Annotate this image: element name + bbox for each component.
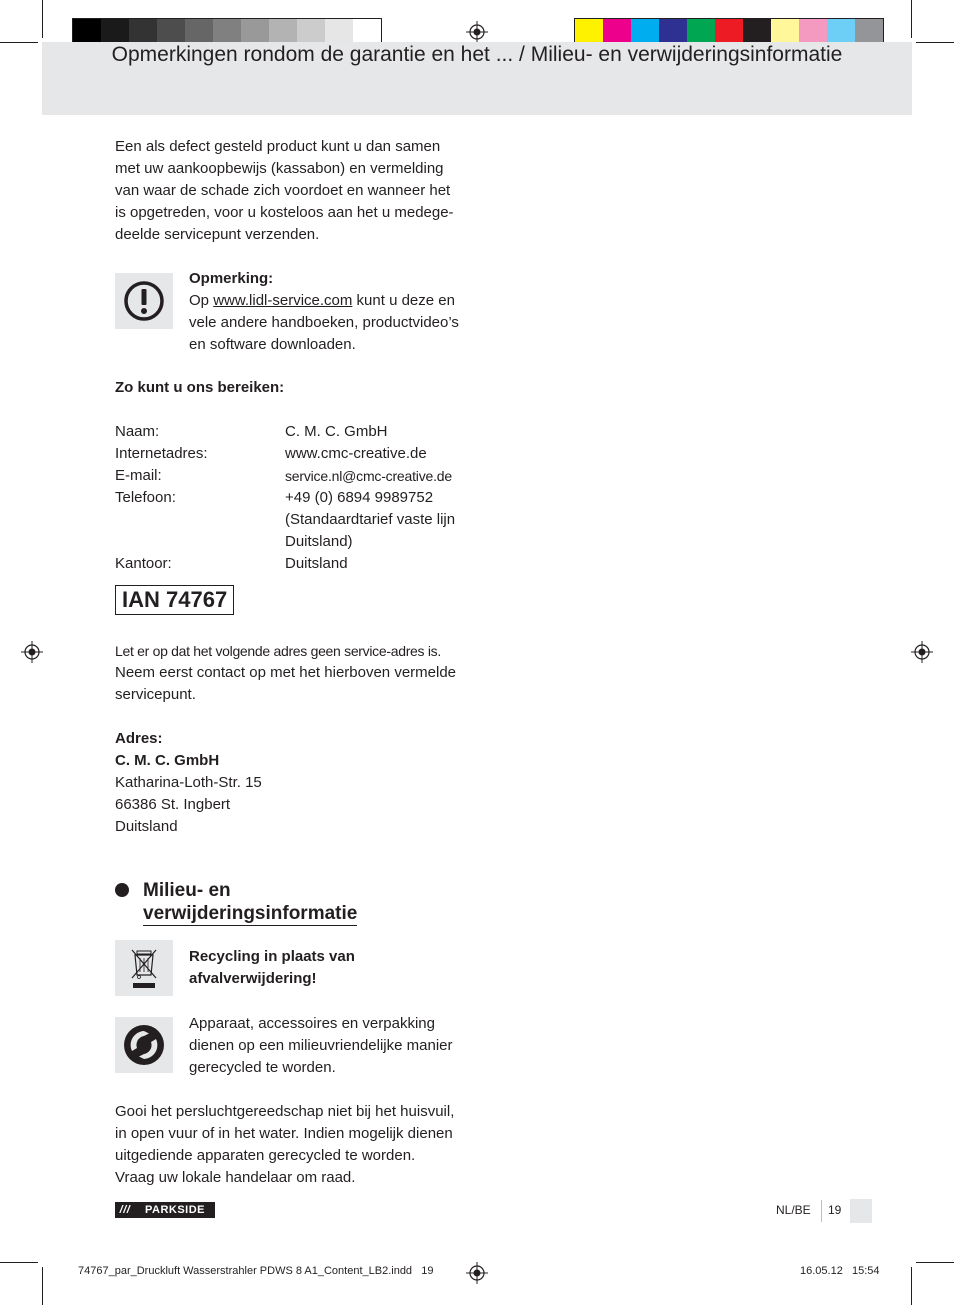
- text-line: Recycling in plaats van: [189, 948, 355, 965]
- text-line: met uw aankoopbewijs (kassabon) en vermelding: [115, 160, 444, 177]
- contact-heading: Zo kunt u ons bereiken:: [115, 379, 285, 396]
- crop-mark: [0, 1262, 38, 1263]
- contact-value: Duitsland): [285, 533, 353, 550]
- text-line: van waar de schade zich voordoet en wanneer het: [115, 182, 451, 199]
- note-icon-box: [115, 273, 173, 329]
- intro-paragraph: [115, 136, 467, 246]
- parkside-logo: [115, 1202, 215, 1218]
- text-line: deelde servicepunt verzenden.: [115, 226, 320, 243]
- disposal-paragraph: [115, 1101, 475, 1189]
- section-heading-text: verwijderingsinformatie: [143, 903, 358, 924]
- page-number-box: [850, 1199, 872, 1223]
- text-line: servicepunt.: [115, 686, 196, 703]
- text-line: Vraag uw lokale handelaar om raad.: [115, 1169, 356, 1186]
- registration-mark-icon: [466, 21, 488, 43]
- logo-text: PARKSIDE: [144, 1204, 206, 1216]
- footer-divider: [821, 1200, 822, 1222]
- text-line: [189, 290, 479, 312]
- recycling-text: [189, 946, 479, 990]
- registration-mark-icon: [466, 1262, 488, 1284]
- address-block: [115, 728, 467, 838]
- ian-badge: IAN 74767: [115, 585, 234, 615]
- crop-mark: [42, 0, 43, 38]
- text-line: uitgediende apparaten gerecycled te worden.: [115, 1147, 416, 1164]
- text-line: en software downloaden.: [189, 336, 356, 353]
- green-dot-icon-box: [115, 1017, 173, 1073]
- contact-label: Kantoor:: [115, 555, 172, 572]
- registration-mark-icon: [911, 641, 933, 663]
- text-line: Een als defect gesteld product kunt u dan samen: [115, 138, 441, 155]
- contact-label: Telefoon:: [115, 489, 176, 506]
- text-line: Neem eerst contact op met het hierboven vermelde: [115, 664, 457, 681]
- contact-value: +49 (0) 6894 9989752: [285, 489, 434, 506]
- language-code: NL/BE: [776, 1203, 811, 1217]
- contact-label: E-mail:: [115, 467, 162, 484]
- slug-filename: 74767_par_Druckluft Wasserstrahler PDWS 8 A1_Content_LB2.indd 19: [78, 1265, 434, 1277]
- notice-paragraph: [115, 640, 467, 706]
- crop-mark: [911, 1267, 912, 1305]
- text-line: in open vuur of in het water. Indien mogelijk dienen: [115, 1125, 453, 1142]
- contact-value: Duitsland: [285, 555, 348, 572]
- contact-label: Internetadres:: [115, 445, 208, 462]
- section-heading-line: [143, 902, 357, 925]
- contact-label: Naam:: [115, 423, 160, 440]
- green-dot-text: [189, 1013, 479, 1079]
- note-heading: Opmerking:: [189, 270, 274, 287]
- section-heading-line: Milieu- en: [143, 880, 231, 901]
- slug-timestamp: 16.05.12 15:54: [800, 1265, 880, 1277]
- green-dot-icon: [122, 1023, 166, 1067]
- contact-value: www.cmc-creative.de: [285, 445, 427, 462]
- text-line: Gooi het persluchtgereedschap niet bij het huisvuil,: [115, 1103, 455, 1120]
- text-line: dienen op een milieuvriendelijke manier: [189, 1037, 453, 1054]
- address-heading: Adres:: [115, 730, 163, 747]
- address-city: 66386 St. Ingbert: [115, 796, 231, 813]
- text-line: gerecycled te worden.: [189, 1059, 336, 1076]
- text-line: Let er op dat het volgende adres geen service-adres is.: [115, 643, 441, 659]
- section-bullet: [115, 883, 129, 897]
- crossed-bin-icon: [124, 945, 164, 991]
- recycling-icon-box: [115, 940, 173, 996]
- text-fragment: kunt u deze en: [352, 292, 455, 309]
- text-line: vele andere handboeken, productvideo’s: [189, 314, 459, 331]
- text-line: afvalverwijdering!: [189, 970, 317, 987]
- logo-stripes-icon: ///: [119, 1204, 131, 1216]
- address-company: C. M. C. GmbH: [115, 752, 220, 769]
- contact-value: C. M. C. GmbH: [285, 423, 388, 440]
- lidl-service-link[interactable]: www.lidl-service.com: [213, 292, 353, 309]
- registration-mark-icon: [21, 641, 43, 663]
- page-title: Opmerkingen rondom de garantie en het ... / Milieu- en verwijderingsinformatie: [111, 43, 843, 66]
- contact-value: service.nl@cmc-creative.de: [285, 468, 452, 484]
- note-text: [189, 268, 479, 356]
- text-line: Apparaat, accessoires en verpakking: [189, 1015, 435, 1032]
- text-fragment: Op: [189, 292, 214, 309]
- crop-mark: [42, 1267, 43, 1305]
- text-line: is opgetreden, voor u kosteloos aan het u medege-: [115, 204, 454, 221]
- section-heading: [143, 879, 357, 925]
- address-country: Duitsland: [115, 818, 178, 835]
- exclamation-icon: [123, 280, 165, 322]
- crop-mark: [916, 1262, 954, 1263]
- address-street: Katharina-Loth-Str. 15: [115, 774, 262, 791]
- page-number: 19: [828, 1203, 842, 1217]
- crop-mark: [911, 0, 912, 38]
- contact-value: (Standaardtarief vaste lijn: [285, 511, 456, 528]
